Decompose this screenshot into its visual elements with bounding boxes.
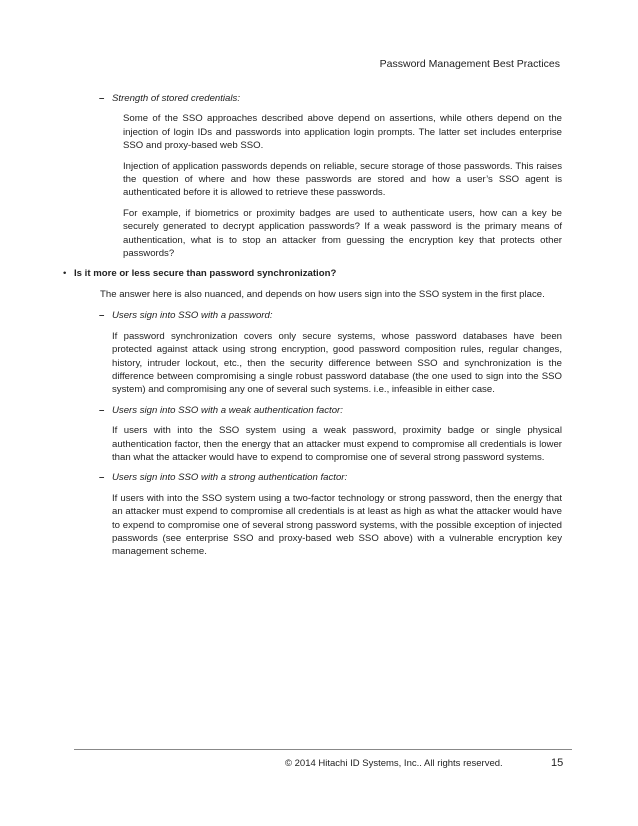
- subsection-weak-factor: [99, 404, 562, 465]
- subsection-title: [99, 471, 562, 484]
- subsection-title-text: Users sign into SSO with a weak authentication factor:: [112, 404, 343, 416]
- subsection-title-text: Strength of stored credentials:: [112, 93, 240, 104]
- question-heading: [63, 267, 562, 280]
- subsection-strong-factor: [99, 471, 562, 558]
- bullet-marker: •: [63, 268, 67, 280]
- subsection-title-text: Users sign into SSO with a password:: [112, 310, 273, 322]
- subsection-title: [99, 309, 562, 322]
- running-header: Password Management Best Practices: [379, 58, 560, 70]
- paragraph: If password synchronization covers only secure systems, whose password databases have been protected against attack using strong encryption, good password composition rules, regular changes, history, intruder lockout, etc., then the security difference between SSO and synchronization is the difference between compromising a single robust password database (the one used to sign into the SSO system) and compromising any one of several such systems. i.e., infeasible in either case.: [112, 330, 562, 396]
- subsection-title-text: Users sign into SSO with a strong authentication factor:: [112, 472, 348, 484]
- dash-marker: –: [99, 404, 105, 416]
- answer-paragraph: The answer here is also nuanced, and depends on how users sign into the SSO system in the first place.: [100, 288, 545, 300]
- paragraph: Some of the SSO approaches described above depend on assertions, while others depend on the injection of login IDs and passwords into application login prompts. The latter set includes enterprise SSO and proxy-based web SSO.: [123, 113, 562, 152]
- page-number: 15: [551, 757, 564, 769]
- paragraph: If users with into the SSO system using a weak password, proximity badge or single physical authentication factor, then the energy that an attacker must expend to compromise all credentials is lower than what the attacker would have to expend to compromise one of several strong password systems.: [112, 425, 562, 463]
- question-text: Is it more or less secure than password synchronization?: [74, 268, 337, 280]
- paragraph: For example, if biometrics or proximity badges are used to authenticate users, how can a key be securely generated to decrypt application passwords? If a weak password is the primary means of authentication, what is to stop an attacker from guessing the encryption key that protects other passwords?: [123, 207, 562, 260]
- subsection-password: [99, 309, 562, 396]
- dash-marker: –: [99, 472, 105, 484]
- footer-divider: [74, 749, 572, 750]
- subsection-stored-credentials: [99, 92, 562, 260]
- footer-copyright: © 2014 Hitachi ID Systems, Inc.. All rights reserved.: [285, 758, 503, 769]
- subsection-title: [99, 92, 562, 105]
- dash-marker: –: [99, 310, 105, 322]
- dash-marker: –: [99, 93, 105, 104]
- subsection-title: [99, 404, 562, 417]
- paragraph: If users with into the SSO system using a two-factor technology or strong password, then the energy that an attacker must expend to compromise all credentials is at least as high as what the attacker would have to expend to compromise one of several strong password systems, with the possible exception of injected passwords (see enterprise SSO and proxy-based web SSO above) with a vulnerable encryption key management scheme.: [112, 492, 562, 558]
- page-content: [62, 92, 562, 566]
- paragraph: Injection of application passwords depends on reliable, secure storage of those passwords. This raises the question of where and how these passwords are stored and how a user’s SSO agent is authenticated before it is allowed to retrieve these passwords.: [123, 160, 562, 199]
